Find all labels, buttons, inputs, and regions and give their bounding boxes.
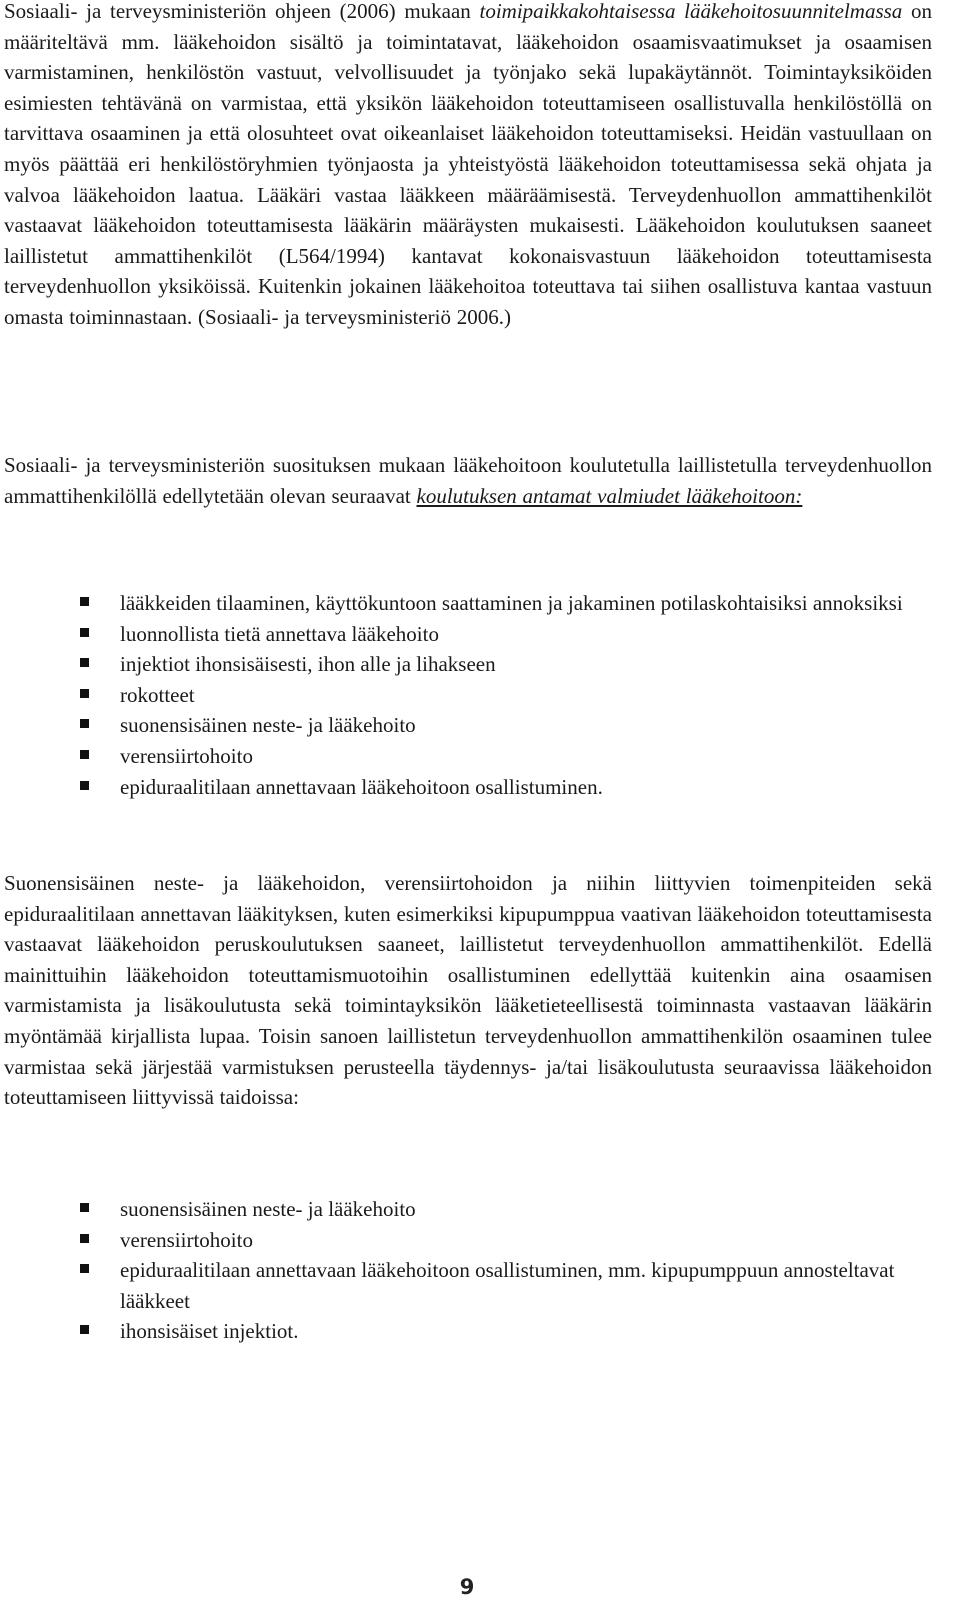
list-item: suonensisäinen neste- ja lääkehoito (80, 1194, 940, 1225)
paragraph-1-text-start: Sosiaali- ja terveysministeriön ohjeen (2006) mukaan (4, 0, 480, 23)
list-item: luonnollista tietä annettava lääkehoito (80, 619, 940, 650)
square-bullet-icon (80, 1234, 89, 1243)
square-bullet-icon (80, 597, 89, 606)
list-item: verensiirtohoito (80, 741, 940, 772)
square-bullet-icon (80, 628, 89, 637)
paragraph-responsibilities (4, 0, 932, 333)
paragraph-additional-training: Suonensisäinen neste- ja lääkehoidon, verensiirtohoidon ja niihin liittyvien toimenpiteiden sekä epiduraalitilaan annettavan lääkityksen, kuten esimerkiksi kipupumppua vaativan lääkehoidon toteuttamisesta vastaavat lääkehoidon peruskoulutuksen saaneet, laillistetut terveydenhuollon ammattihenkilöt. Edellä mainittuihin lääkehoidon toteuttamismuotoihin osallistuminen edellyttää kuitenkin aina osaamisen varmistamista ja lisäkoulutusta sekä toimintayksikön lääketieteellisestä toiminnasta vastaavan lääkärin myöntämää kirjallista lupaa. Toisin sanoen laillistetun terveydenhuollon ammattihenkilön osaaminen tulee varmistaa sekä järjestää varmistuksen perusteella täydennys- ja/tai lisäkoulutusta seuraavissa lääkehoidon toteuttamiseen liittyvissä taidoissa: (4, 871, 932, 1110)
list-item: verensiirtohoito (80, 1225, 940, 1256)
list-item: epiduraalitilaan annettavaan lääkehoitoon osallistuminen, mm. kipupumppuun annosteltavat lääkkeet (80, 1255, 940, 1316)
square-bullet-icon (80, 1325, 89, 1334)
list-item: rokotteet (80, 680, 940, 711)
paragraph-1-italic-term: toimipaikkakohtaisessa lääkehoitosuunnitelmassa (479, 0, 903, 23)
square-bullet-icon (80, 689, 89, 698)
competence-list (80, 588, 940, 802)
square-bullet-icon (80, 750, 89, 759)
square-bullet-icon (80, 781, 89, 790)
paragraph-2-italic-term: koulutuksen antamat valmiudet lääkehoitoon: (416, 483, 803, 508)
square-bullet-icon (80, 658, 89, 667)
page-number: 9 (459, 1575, 475, 1599)
square-bullet-icon (80, 1264, 89, 1273)
list-item: injektiot ihonsisäisesti, ihon alle ja lihakseen (80, 649, 940, 680)
square-bullet-icon (80, 1203, 89, 1212)
additional-skills-list (80, 1194, 940, 1347)
list-item: epiduraalitilaan annettavaan lääkehoitoon osallistuminen. (80, 772, 940, 803)
paragraph-2-text: Sosiaali- ja terveysministeriön suosituksen mukaan lääkehoitoon koulutetulla laillistetulla terveydenhuollon ammattihenkilöllä edellytetään olevan seuraavat (4, 453, 932, 508)
list-item: ihonsisäiset injektiot. (80, 1316, 940, 1347)
square-bullet-icon (80, 719, 89, 728)
paragraph-1-text-end: on määriteltävä mm. lääkehoidon sisältö ja toimintatavat, lääkehoidon osaamisvaatimukset ja osaamisen varmistaminen, henkilöstön vastuut, velvollisuudet ja työnjako sekä lupakäytännöt. Toimintayksiköiden esimiesten tehtävänä on varmistaa, että yksikön lääkehoidon toteuttamiseen osallistuvalla henkilöstöllä on tarvittava osaaminen ja että olosuhteet ovat oikeanlaiset lääkehoidon toteuttamiseksi. Heidän vastuullaan on myös päättää eri henkilöstöryhmien työnjaosta ja yhteistyöstä lääkehoidon toteuttamisessa sekä ohjata ja valvoa lääkehoidon laatua. Lääkäri vastaa lääkkeen määräämisestä. Terveydenhuollon ammattihenkilöt vastaavat lääkehoidon toteuttamisesta lääkärin määräysten mukaisesti. Lääkehoidon koulutuksen saaneet laillistetut ammattihenkilöt (L564/1994) kantavat kokonaisvastuun lääkehoidon toteuttamisesta terveydenhuollon yksiköissä. Kuitenkin jokainen lääkehoitoa toteuttava tai siihen osallistuva kantaa vastuun omasta toiminnastaan. (Sosiaali- ja terveysministeriö 2006.) (4, 0, 932, 329)
paragraph-recommendation (4, 450, 932, 511)
list-item: suonensisäinen neste- ja lääkehoito (80, 710, 940, 741)
list-item: lääkkeiden tilaaminen, käyttökuntoon saattaminen ja jakaminen potilaskohtaisiksi annoksiksi (80, 588, 940, 619)
